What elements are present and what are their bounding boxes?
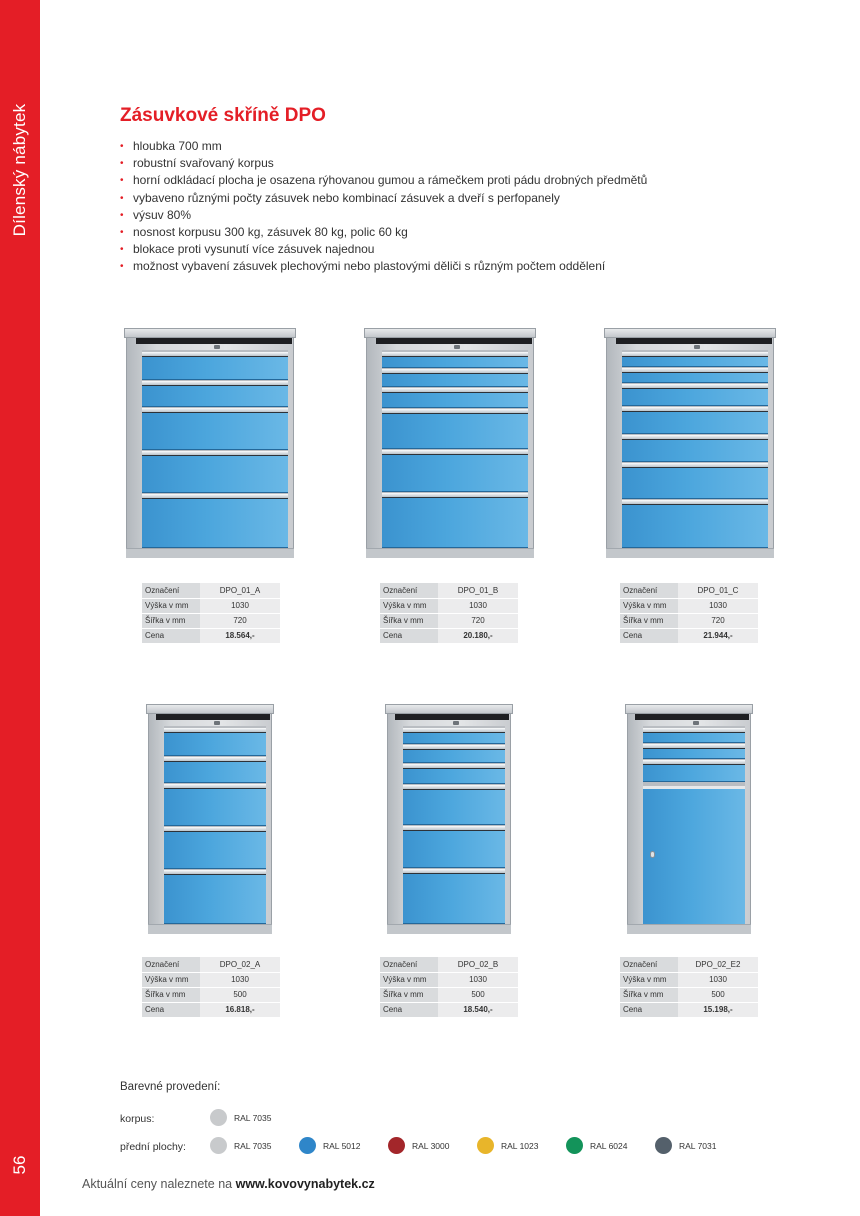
product-code: DPO_01_C [678,583,758,598]
spec-row [380,613,518,628]
spec-row [620,613,758,628]
spec-label: Šířka v mm [142,987,200,1002]
colour-name: RAL 7031 [679,1141,717,1151]
spec-value: 1030 [438,598,518,613]
colour-swatch-front-ral-7035 [210,1137,227,1154]
spec-value: 720 [438,613,518,628]
spec-value: 500 [678,987,758,1002]
page-number: 56 [10,1155,29,1175]
spec-row [380,957,518,972]
spec-label: Označení [142,583,200,598]
spec-label: Šířka v mm [620,987,678,1002]
section-label: Dílenský nábytek [10,103,29,237]
spec-row [620,1002,758,1017]
product-price: 16.818,- [200,1002,280,1017]
spec-label: Cena [380,1002,438,1017]
spec-label: Výška v mm [142,598,200,613]
spec-row [380,1002,518,1017]
spec-row [142,972,280,987]
colour-name: RAL 7035 [234,1141,272,1151]
spec-row [142,957,280,972]
spec-label: Označení [380,957,438,972]
spec-row [380,598,518,613]
spec-row [142,1002,280,1017]
spec-value: 500 [438,987,518,1002]
colour-name: RAL 3000 [412,1141,450,1151]
footer-note [82,1177,375,1191]
spec-label: Šířka v mm [620,613,678,628]
spec-label: Výška v mm [142,972,200,987]
spec-value: 1030 [438,972,518,987]
spec-row [142,598,280,613]
product-price: 15.198,- [678,1002,758,1017]
door-knob-icon [650,851,655,858]
colour-options-title: Barevné provedení: [120,1081,221,1093]
colour-swatch-front-ral-5012 [299,1137,316,1154]
cabinet-image-dpo-01-a [126,328,294,558]
colour-name: RAL 5012 [323,1141,361,1151]
spec-value: 1030 [200,598,280,613]
spec-row [380,972,518,987]
feature-item: • možnost vybavení zásuvek plechovými nebo plastovými děliči s různým počtem oddělení [120,258,647,275]
product-code: DPO_01_A [200,583,280,598]
spec-row [620,598,758,613]
spec-label: Šířka v mm [142,613,200,628]
spec-label: Šířka v mm [380,987,438,1002]
feature-item: • nosnost korpusu 300 kg, zásuvek 80 kg, polic 60 kg [120,224,647,241]
colour-name: RAL 1023 [501,1141,539,1151]
footer-text: Aktuální ceny naleznete na [82,1177,233,1191]
product-code: DPO_02_B [438,957,518,972]
spec-row [380,583,518,598]
product-code: DPO_01_B [438,583,518,598]
colour-swatch-front-ral-3000 [388,1137,405,1154]
spec-value: 1030 [200,972,280,987]
front-colour-label: přední plochy: [120,1141,186,1153]
spec-row [620,957,758,972]
spec-table-dpo-02-b [380,957,518,1018]
product-price: 20.180,- [438,628,518,643]
spec-row [142,583,280,598]
spec-row [620,972,758,987]
spec-label: Výška v mm [380,972,438,987]
colour-swatch-front-ral-1023 [477,1137,494,1154]
spec-label: Šířka v mm [380,613,438,628]
spec-table-dpo-01-a [142,583,280,644]
spec-row [142,613,280,628]
spec-table-dpo-01-c [620,583,758,644]
spec-label: Cena [142,628,200,643]
colour-swatch-body-ral-7035 [210,1109,227,1126]
spec-label: Označení [142,957,200,972]
product-price: 18.540,- [438,1002,518,1017]
cabinet-image-dpo-01-c [606,328,774,558]
colour-swatch-front-ral-7031 [655,1137,672,1154]
spec-label: Cena [380,628,438,643]
spec-value: 720 [678,613,758,628]
product-price: 21.944,- [678,628,758,643]
colour-swatch-front-ral-6024 [566,1137,583,1154]
cabinet-image-dpo-01-b [366,328,534,558]
product-code: DPO_02_E2 [678,957,758,972]
spec-label: Výška v mm [380,598,438,613]
product-code: DPO_02_A [200,957,280,972]
cabinet-image-dpo-02-b [387,704,511,934]
spec-table-dpo-02-e2 [620,957,758,1018]
colour-name: RAL 6024 [590,1141,628,1151]
spec-row [620,628,758,643]
feature-item: • horní odkládací plocha je osazena rýhovanou gumou a rámečkem proti pádu drobných předmětů [120,172,647,189]
spec-row [620,583,758,598]
body-colour-label: korpus: [120,1113,155,1125]
spec-row [380,628,518,643]
cabinet-image-dpo-02-a [148,704,272,934]
spec-label: Označení [620,957,678,972]
sidebar-band [0,0,40,1216]
spec-row [620,987,758,1002]
spec-row [142,628,280,643]
feature-item: • výsuv 80% [120,207,647,224]
spec-label: Výška v mm [620,598,678,613]
spec-label: Výška v mm [620,972,678,987]
spec-value: 1030 [678,972,758,987]
spec-label: Označení [620,583,678,598]
spec-value: 500 [200,987,280,1002]
spec-table-dpo-01-b [380,583,518,644]
feature-item: • vybaveno různými počty zásuvek nebo kombinací zásuvek a dveří s perfopanely [120,190,647,207]
spec-row [142,987,280,1002]
spec-value: 720 [200,613,280,628]
colour-name: RAL 7035 [234,1113,272,1123]
spec-label: Cena [142,1002,200,1017]
website-link[interactable]: www.kovovynabytek.cz [235,1177,375,1191]
spec-label: Cena [620,628,678,643]
cabinet-image-dpo-02-e2 [627,704,751,934]
feature-list [120,138,647,276]
feature-item: • hloubka 700 mm [120,138,647,155]
spec-row [380,987,518,1002]
product-price: 18.564,- [200,628,280,643]
feature-item: • blokace proti vysunutí více zásuvek najednou [120,241,647,258]
spec-label: Cena [620,1002,678,1017]
feature-item: • robustní svařovaný korpus [120,155,647,172]
spec-value: 1030 [678,598,758,613]
spec-label: Označení [380,583,438,598]
page-title: Zásuvkové skříně DPO [120,105,326,126]
spec-table-dpo-02-a [142,957,280,1018]
